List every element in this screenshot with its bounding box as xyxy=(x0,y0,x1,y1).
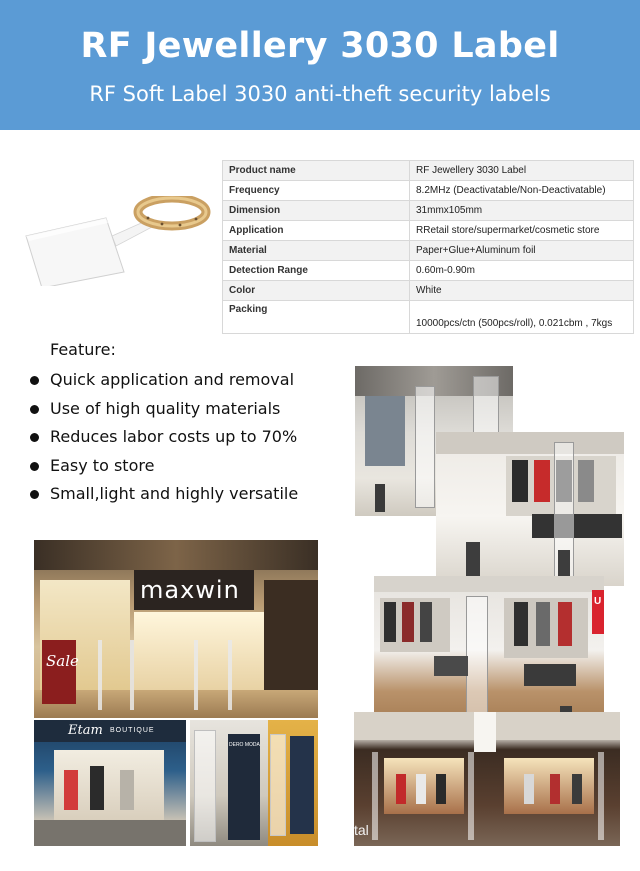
spec-value: 0.60m-0.90m xyxy=(410,261,634,281)
spec-row xyxy=(223,201,634,221)
feature-heading: Feature: xyxy=(50,340,116,359)
list-item xyxy=(30,395,298,424)
etam-store-photo xyxy=(34,720,186,846)
spec-row xyxy=(223,161,634,181)
spec-value: 10000pcs/ctn (500pcs/roll), 0.021cbm , 7kgs xyxy=(410,301,634,334)
spec-key: Material xyxy=(223,241,410,261)
page-subtitle: RF Soft Label 3030 anti-theft security labels xyxy=(89,82,551,106)
feature-text: Use of high quality materials xyxy=(50,398,281,418)
dero-moda-photo xyxy=(190,720,318,846)
spec-key: Frequency xyxy=(223,181,410,201)
spec-row xyxy=(223,261,634,281)
feature-text: Easy to store xyxy=(50,455,155,475)
spec-row xyxy=(223,301,634,334)
product-label-image xyxy=(20,196,220,286)
list-item xyxy=(30,480,298,509)
spec-value: RF Jewellery 3030 Label xyxy=(410,161,634,181)
spec-key: Product name xyxy=(223,161,410,181)
spec-value: White xyxy=(410,281,634,301)
spec-key: Color xyxy=(223,281,410,301)
feature-text: Quick application and removal xyxy=(50,370,295,389)
spec-table xyxy=(222,160,634,334)
bullet-icon xyxy=(30,462,39,471)
spec-key: Packing xyxy=(223,301,410,334)
spec-row xyxy=(223,221,634,241)
maxwin-store-photo xyxy=(34,540,318,718)
spec-row xyxy=(223,241,634,261)
bullet-icon xyxy=(30,405,39,414)
list-item xyxy=(30,423,298,452)
page-title: RF Jewellery 3030 Label xyxy=(80,26,560,66)
dero-moda-sign: DERO MODA xyxy=(229,742,260,748)
feature-list xyxy=(30,366,298,509)
list-item xyxy=(30,452,298,481)
spec-row xyxy=(223,281,634,301)
spec-key: Application xyxy=(223,221,410,241)
gate-uniqlo-photo xyxy=(374,576,604,724)
feature-text: Reduces labor costs up to 70% xyxy=(50,427,298,447)
corner-watermark: tal xyxy=(354,822,369,838)
bullet-icon xyxy=(30,376,39,385)
bullet-icon xyxy=(30,433,39,442)
spec-key: Dimension xyxy=(223,201,410,221)
sale-sign: Sale xyxy=(46,652,79,670)
spec-value: Paper+Glue+Aluminum foil xyxy=(410,241,634,261)
bullet-icon xyxy=(30,490,39,499)
uniqlo-letter: U xyxy=(594,596,602,607)
page-header xyxy=(0,0,640,130)
spec-value: RRetail store/supermarket/cosmetic store xyxy=(410,221,634,241)
etam-sign: Etam xyxy=(68,723,103,738)
spec-value: 31mmx105mm xyxy=(410,201,634,221)
gate-clothing-photo xyxy=(436,432,624,586)
maxwin-sign: maxwin xyxy=(140,576,240,604)
spec-value: 8.2MHz (Deactivatable/Non-Deactivatable) xyxy=(410,181,634,201)
list-item xyxy=(30,366,298,395)
spec-row xyxy=(223,181,634,201)
gate-night-store-photo xyxy=(354,712,620,846)
feature-text: Small,light and highly versatile xyxy=(50,484,299,504)
etam-subsign: BOUTIQUE xyxy=(110,727,155,734)
spec-key: Detection Range xyxy=(223,261,410,281)
